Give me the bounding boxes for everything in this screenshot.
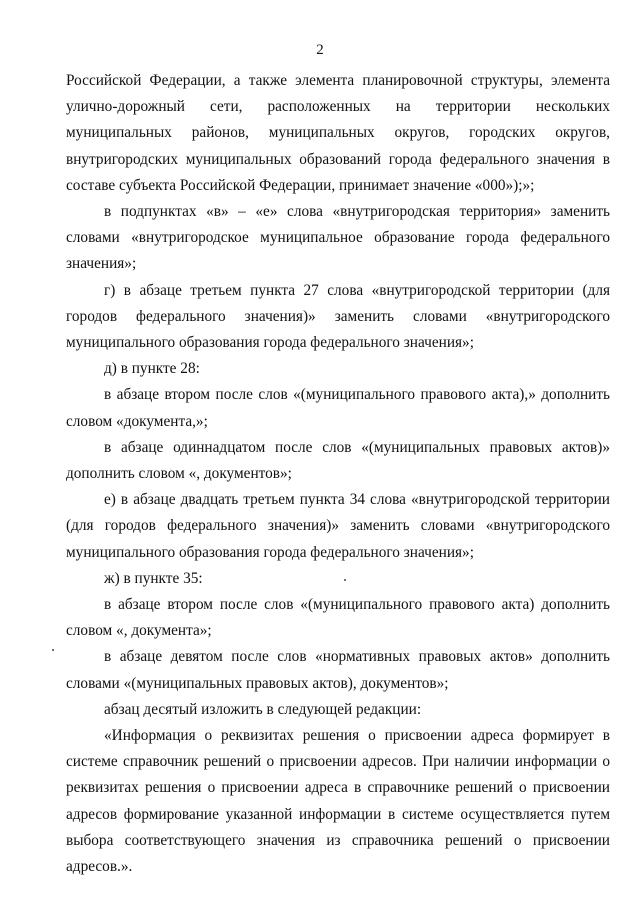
document-body [66,68,610,880]
scan-speck [344,579,346,581]
paragraph-continuation: Российской Федерации, а также элемента планировочной структуры, элемента улично-дорожный сети, расположенных на территории нескольких муниципальных районов, муниципальных округов, городских округов, внутригородских муниципальных образований города федерального значения в составе субъекта Российской Федерации, принимает значение «000»);»; [66,72,610,194]
paragraph-new-wording: «Информация о реквизитах решения о присвоении адреса формирует в системе справочник решений о присвоении адресов. При наличии информации о реквизитах решения о присвоении адреса в справочнике решений о присвоении адресов формирование указанной информации в системе осуществляется путем выбора соответствующего значения из справочника решений о присвоении адресов.». [66,727,610,876]
paragraph-subparagraphs-v-e: в подпунктах «в» – «е» слова «внутригородская территория» заменить словами «внутригородское муниципальное образование города федерального значения»; [66,203,610,273]
paragraph-item-zh-tenth-intro: абзац десятый изложить в следующей редакции: [104,700,422,718]
paragraph-item-zh-heading: ж) в пункте 35: [104,569,203,587]
scan-speck [52,649,54,651]
paragraph-item-d-heading: д) в пункте 28: [104,360,200,378]
paragraph-item-zh-second: в абзаце втором после слов «(муниципального правового акта) дополнить словом «, документа»; [66,596,610,640]
paragraph-item-d-eleventh: в абзаце одиннадцатом после слов «(муниципальных правовых актов)» дополнить словом «, документов»; [66,438,610,483]
paragraph-item-g: г) в абзаце третьем пункта 27 слова «внутригородской территории (для городов федерального значения)» заменить словами «внутригородского муниципального образования города федерального значения»; [66,281,610,352]
page-number: 2 [316,42,324,58]
paragraph-item-e: е) в абзаце двадцать третьем пункта 34 слова «внутригородской территории (для городов федерального значения)» заменить словами «внутригородского муниципального образования города федерального значения»; [66,491,610,561]
paragraph-item-zh-ninth: в абзаце девятом после слов «нормативных правовых актов» дополнить словами «(муниципальных правовых актов), документов»; [66,648,610,692]
paragraph-item-d-second: в абзаце втором после слов «(муниципального правового акта),» дополнить словом «документа,»; [66,386,610,430]
